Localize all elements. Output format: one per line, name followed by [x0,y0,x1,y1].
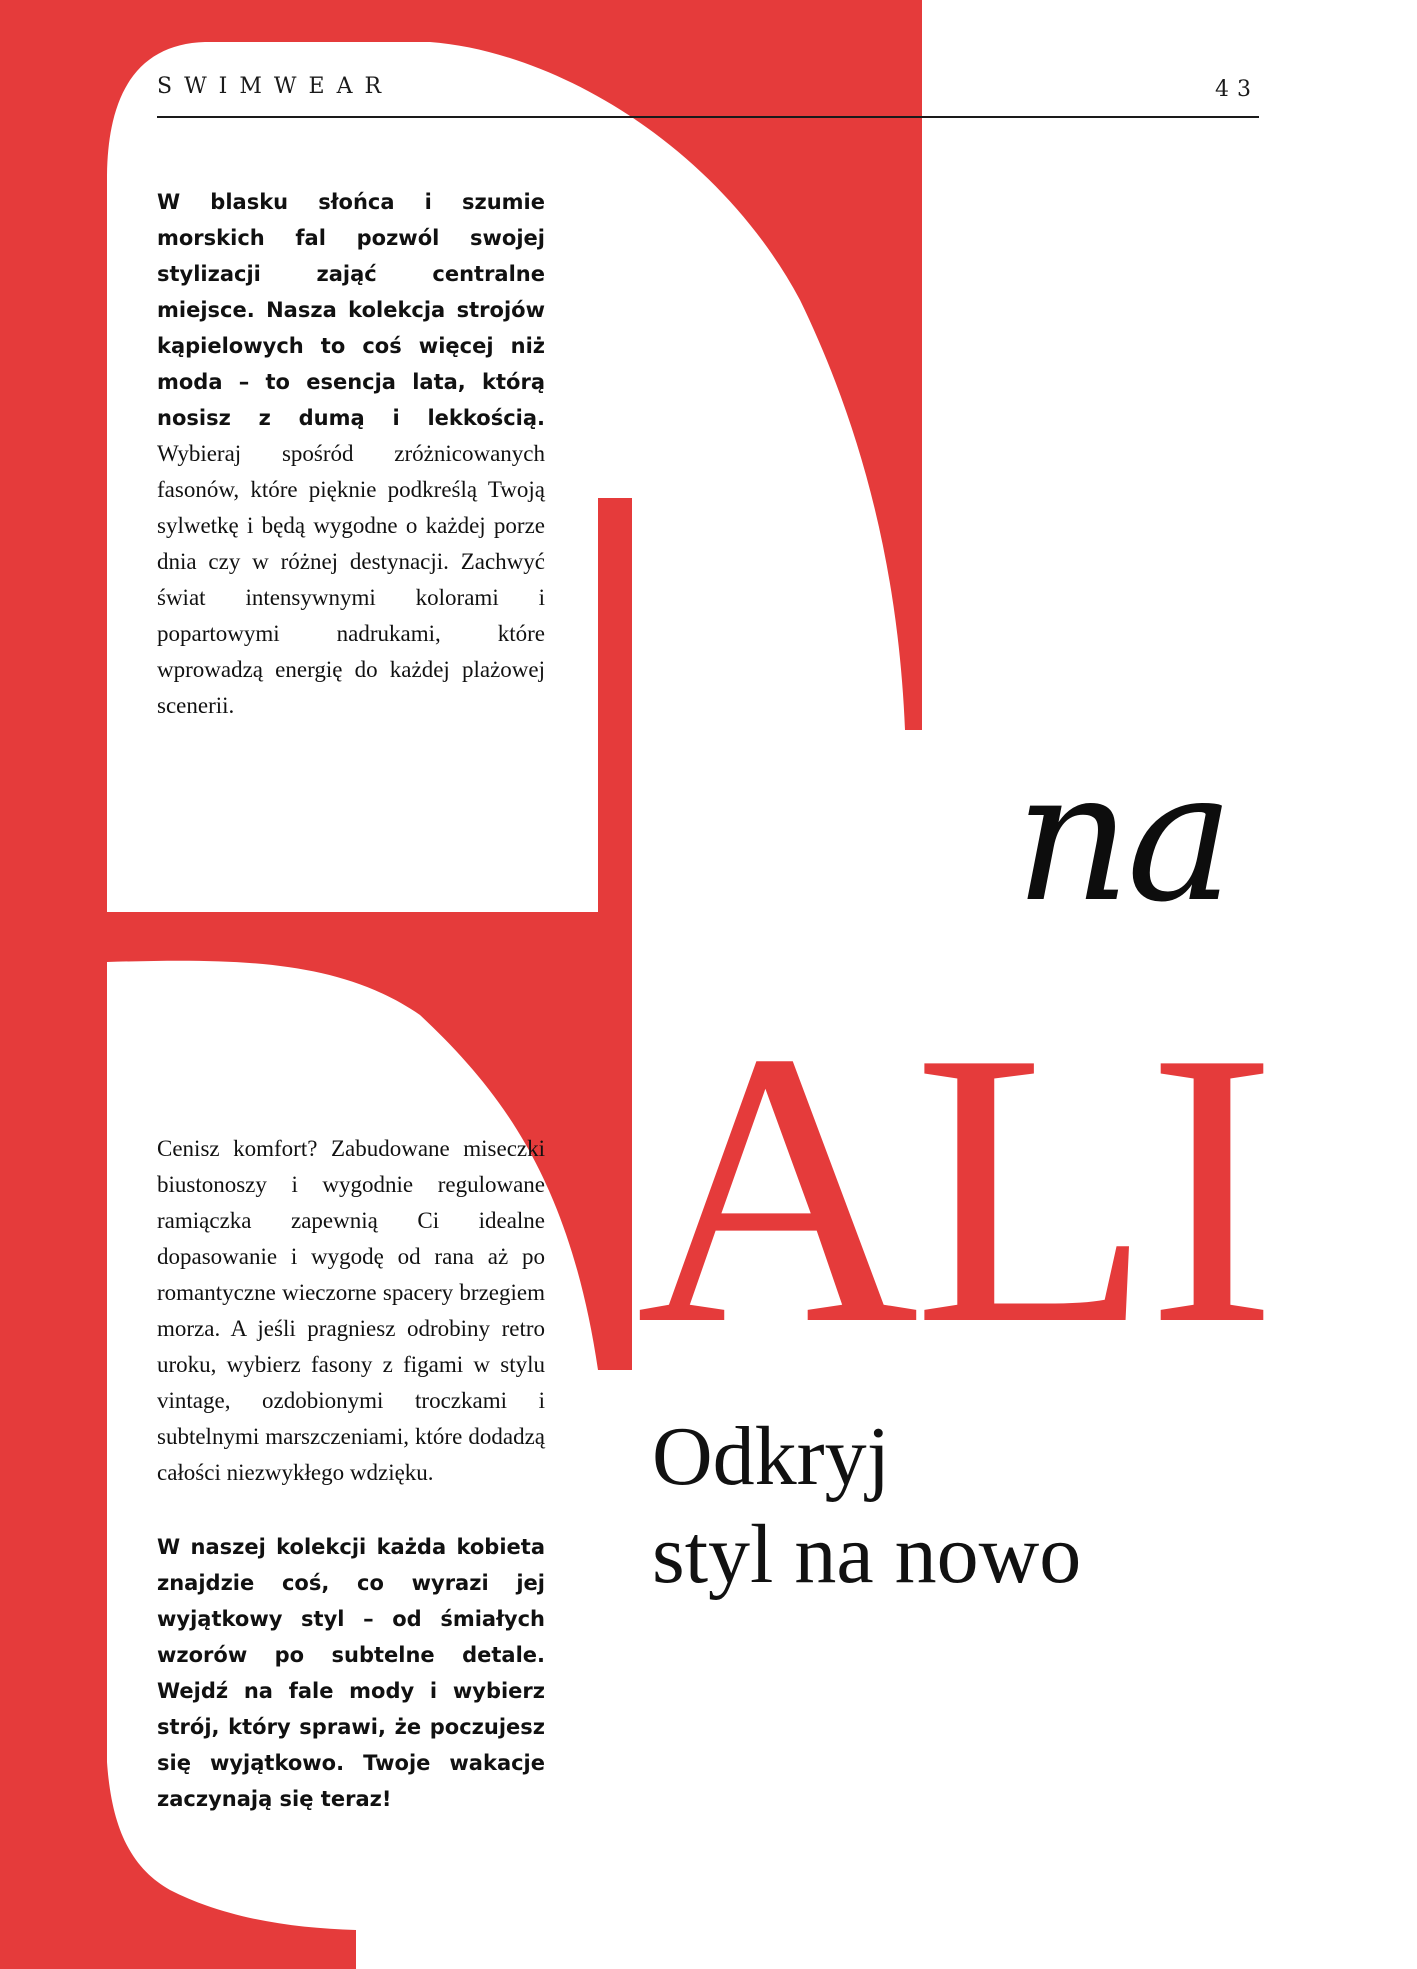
header-rule [157,116,1259,118]
intro-bold-text: W blasku słońca i szumie morskich fal pozwól swojej stylizacji zająć centralne miejsce. Nasza kolekcja strojów kąpielowych to coś więcej niż moda – to esencja lata, którą nosisz z dumą i lekkością. [157,190,545,430]
intro-regular-text: Wybieraj spośród zróżnicowanych fasonów, które pięknie podkreślą Twoją sylwetkę i będą wygodne o każdej porze dnia czy w różnej destynacji. Zachwyć świat intensywnymi kolorami i popartowymi nadrukami, które wprowadzą energię do każdej plażowej scenerii. [157,441,545,718]
title-na: na [1014,733,1230,942]
subtitle [652,1408,1081,1604]
comfort-text: Cenisz komfort? Zabudowane miseczki biustonoszy i wygodnie regulowane ramiączka zapewnią Ci idealne dopasowanie i wygodę od rana aż po romantyczne wieczorne spacery brzegiem morza. A jeśli pragniesz odrobiny retro uroku, wybierz fasony z figami w stylu vintage, ozdobionymi troczkami i subtelnymi marszczeniami, które dodadzą całości niezwykłego wdzięku. [157,1136,545,1485]
section-label: SWIMWEAR [157,74,394,99]
subtitle-line-1: Odkryj [652,1410,890,1503]
title-ali: ALI [636,971,1272,1405]
intro-paragraph [157,184,545,724]
closing-paragraph [157,1529,545,1817]
page-number: 43 [1215,77,1259,102]
comfort-paragraph [157,1131,545,1491]
closing-bold-text: W naszej kolekcji każda kobieta znajdzie coś, co wyrazi jej wyjątkowy styl – od śmiałych wzorów po subtelne detale. Wejdź na fale mody i wybierz strój, który sprawi, że poczujesz się wyjątkowo. Twoje wakacje zaczynają się teraz! [157,1535,545,1811]
subtitle-line-2: styl na nowo [652,1508,1082,1601]
